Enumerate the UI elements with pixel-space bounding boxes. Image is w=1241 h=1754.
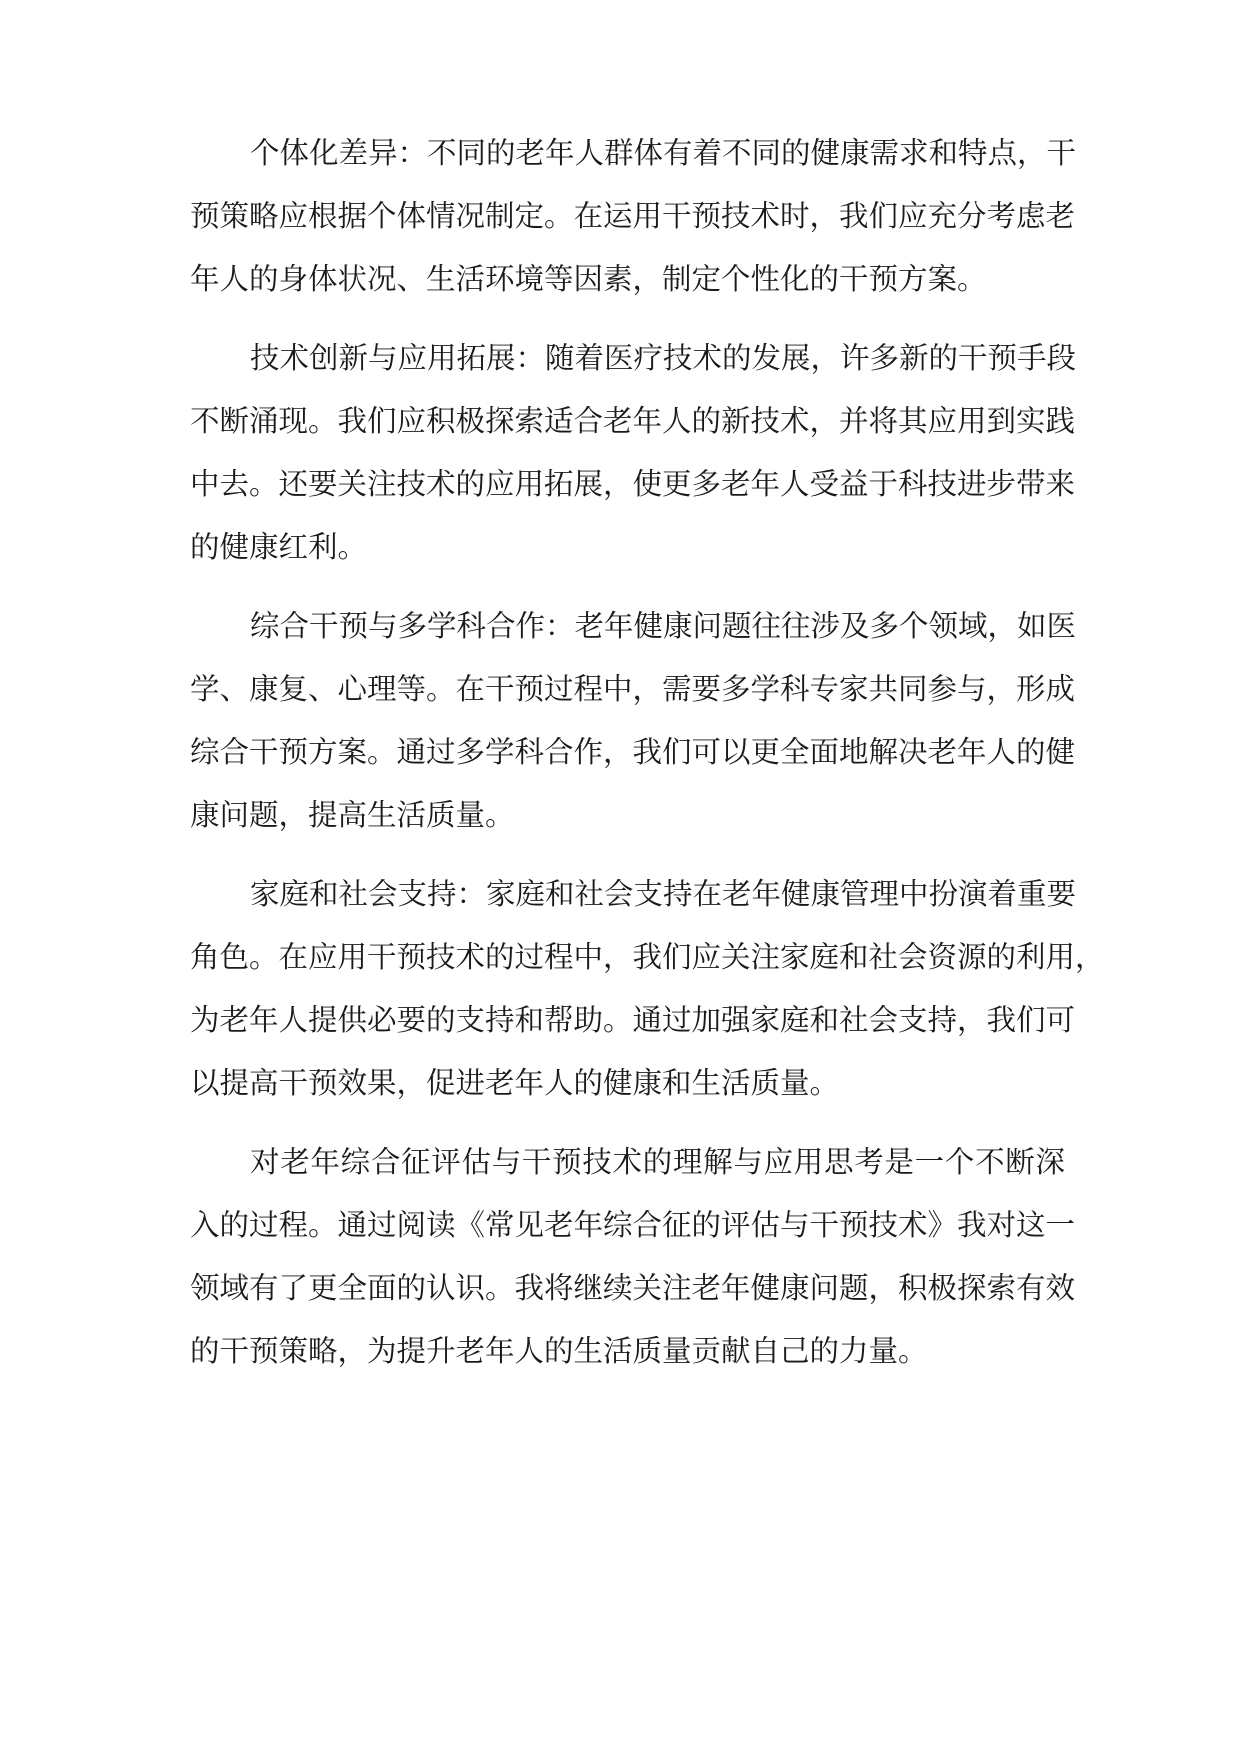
paragraph-4-line-3: 为老年人提供必要的支持和帮助。通过加强家庭和社会支持，我们可 <box>190 1003 1076 1037</box>
paragraph-1-line-1: 个体化差异：不同的老年人群体有着不同的健康需求和特点，干 <box>250 136 1077 170</box>
paragraph-5-line-3: 领域有了更全面的认识。我将继续关注老年健康问题，积极探索有效 <box>190 1271 1076 1305</box>
paragraph-3-line-2: 学、康复、心理等。在干预过程中，需要多学科专家共同参与，形成 <box>190 672 1076 706</box>
paragraph-3-line-3: 综合干预方案。通过多学科合作，我们可以更全面地解决老年人的健 <box>190 735 1076 769</box>
paragraph-5-line-4: 的干预策略，为提升老年人的生活质量贡献自己的力量。 <box>190 1334 928 1368</box>
paragraph-2-line-2: 不断涌现。我们应积极探索适合老年人的新技术，并将其应用到实践 <box>190 404 1076 438</box>
paragraph-1-line-3: 年人的身体状况、生活环境等因素，制定个性化的干预方案。 <box>190 262 987 296</box>
paragraph-2-line-4: 的健康红利。 <box>190 530 368 564</box>
paragraph-1-line-2: 预策略应根据个体情况制定。在运用干预技术时，我们应充分考虑老 <box>190 199 1076 233</box>
paragraph-2-line-3: 中去。还要关注技术的应用拓展，使更多老年人受益于科技进步带来 <box>190 467 1076 501</box>
paragraph-5-line-1: 对老年综合征评估与干预技术的理解与应用思考是一个不断深 <box>250 1145 1065 1179</box>
paragraph-3-line-4: 康问题，提高生活质量。 <box>190 798 515 832</box>
paragraph-4-line-4: 以提高干预效果，促进老年人的健康和生活质量。 <box>190 1066 840 1100</box>
paragraph-2-line-1: 技术创新与应用拓展：随着医疗技术的发展，许多新的干预手段 <box>250 341 1077 375</box>
paragraph-3-line-1: 综合干预与多学科合作：老年健康问题往往涉及多个领域，如医 <box>250 609 1077 643</box>
paragraph-5-line-2: 入的过程。通过阅读《常见老年综合征的评估与干预技术》我对这一 <box>190 1208 1076 1242</box>
paragraph-4-line-1: 家庭和社会支持：家庭和社会支持在老年健康管理中扮演着重要 <box>250 877 1077 911</box>
paragraph-4-line-2: 角色。在应用干预技术的过程中，我们应关注家庭和社会资源的利用， <box>190 940 1105 974</box>
